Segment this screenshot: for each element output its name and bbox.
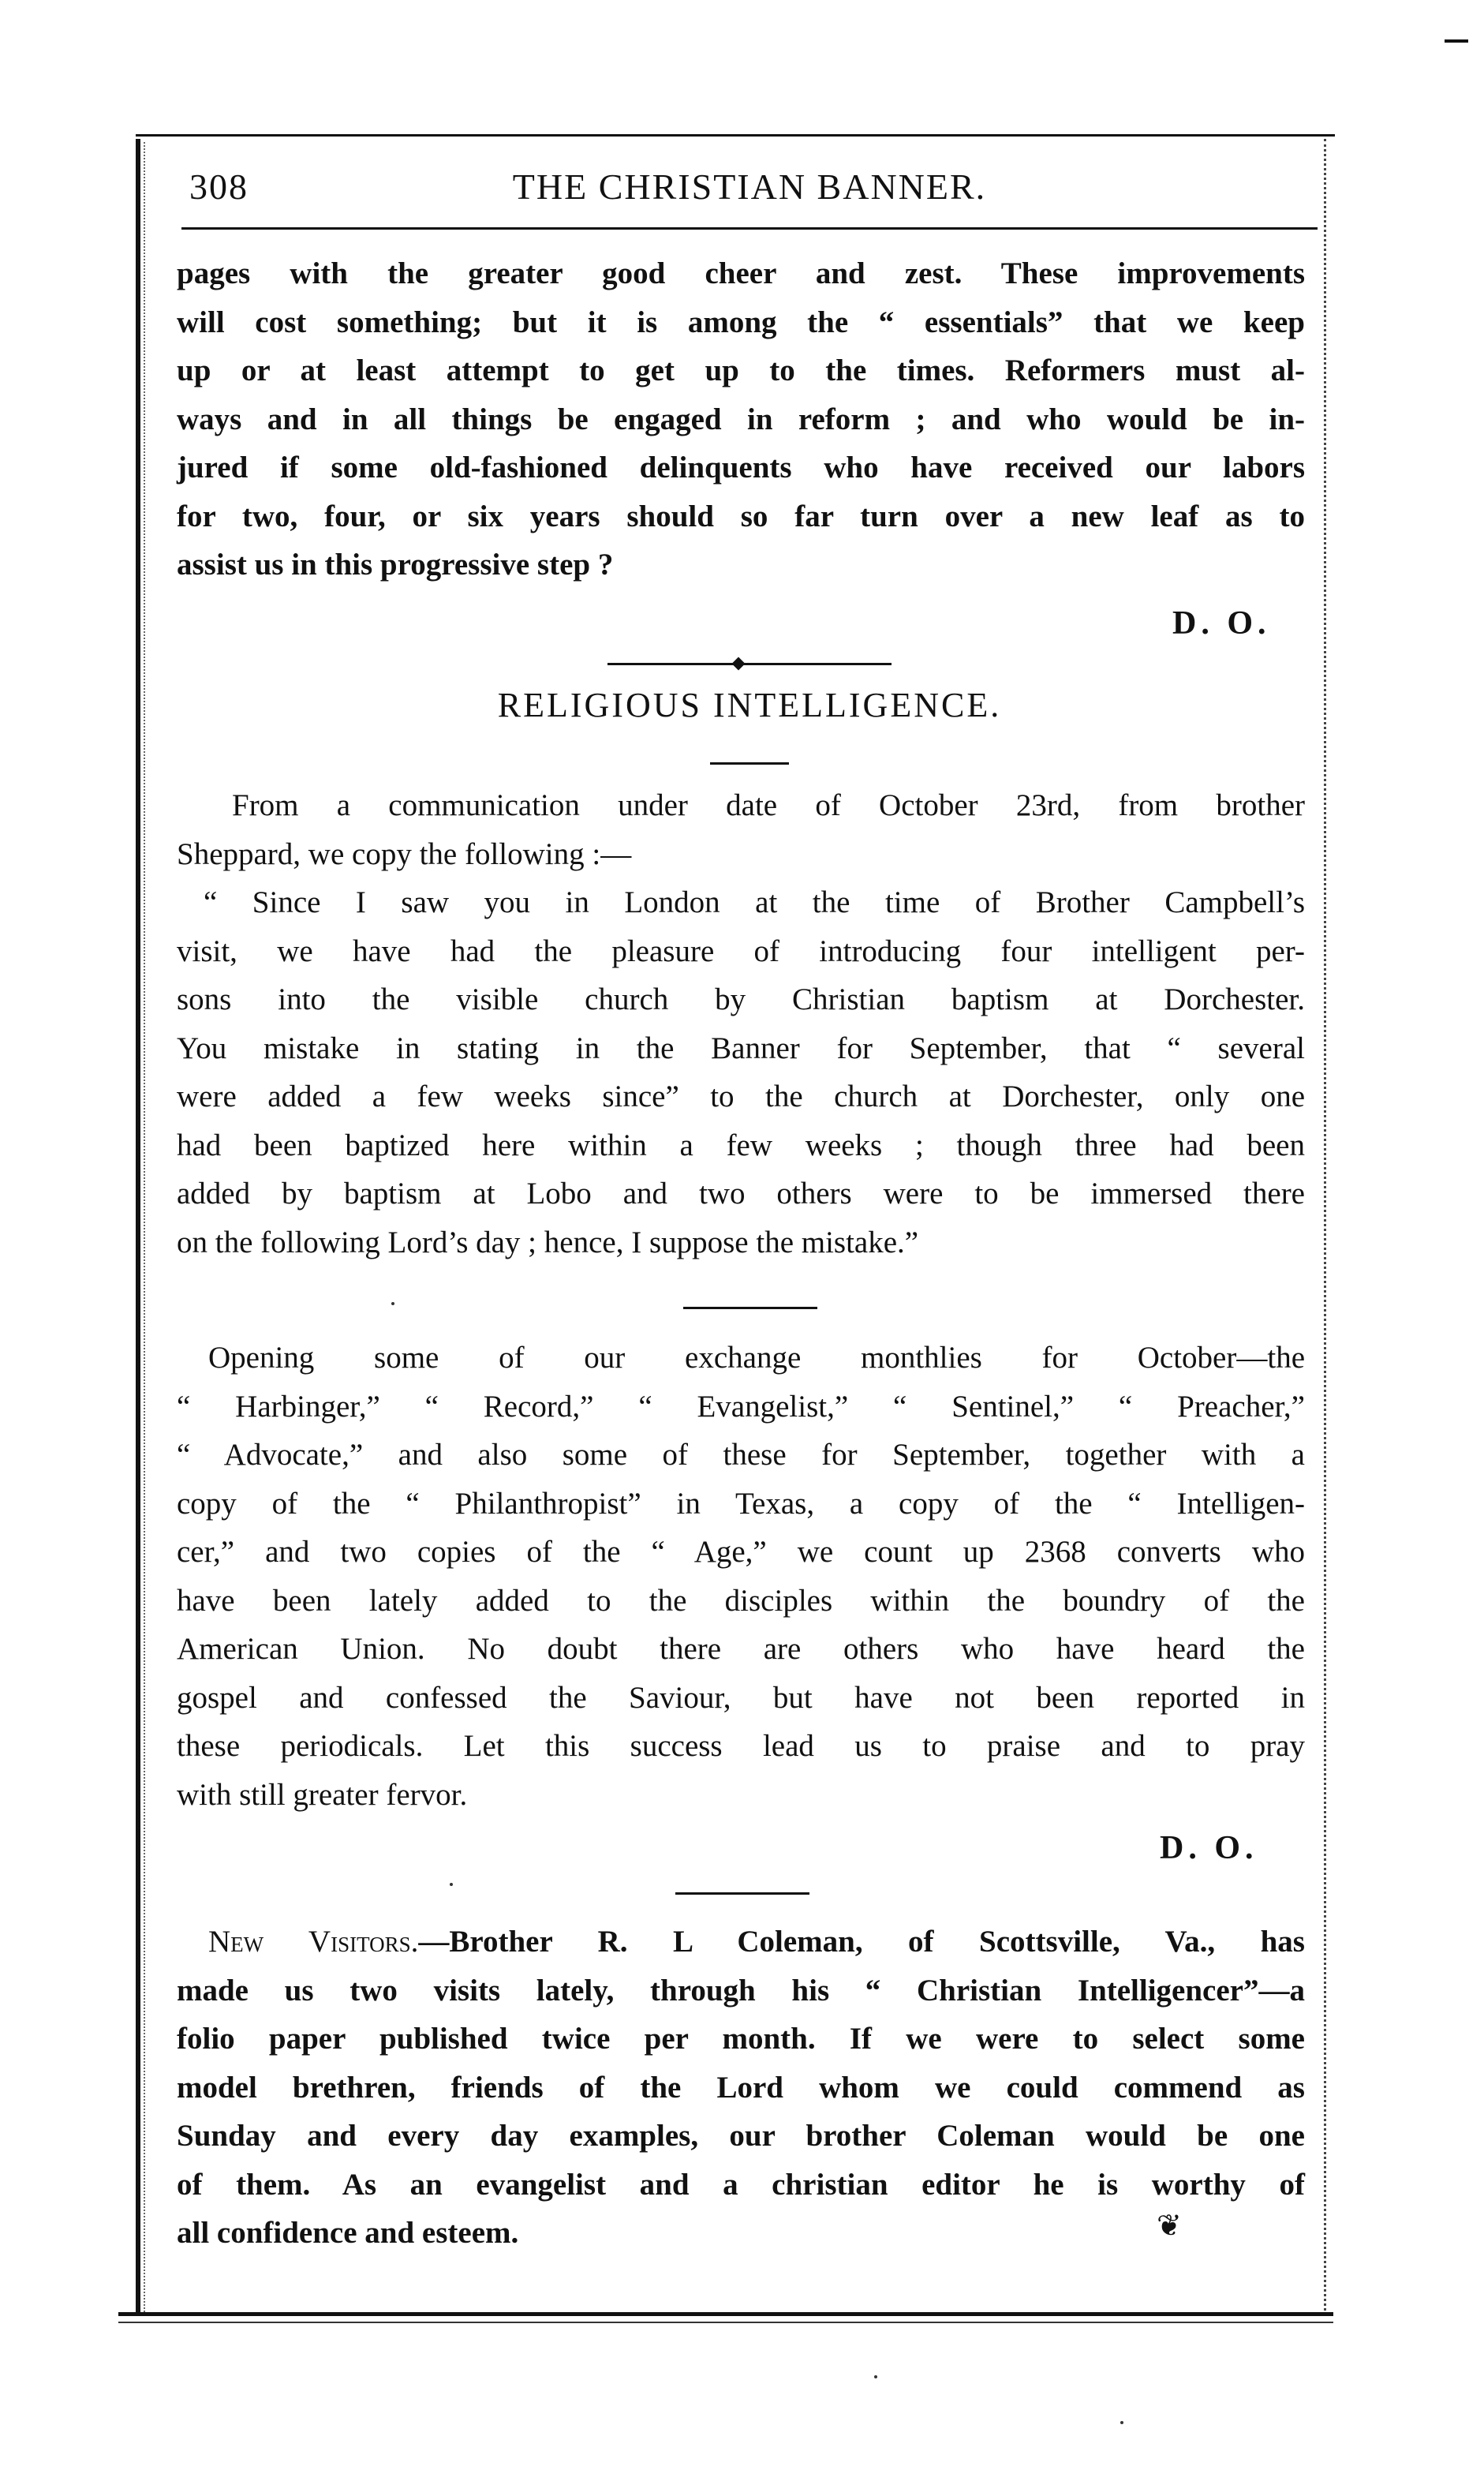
text-line: up or at least attempt to get up to the times. Reformers must al- (177, 354, 1305, 387)
text-line: gospel and confessed the Saviour, but have not been reported in (177, 1680, 1305, 1715)
text-line: Sheppard, we copy the following :— (177, 836, 632, 871)
text-line (177, 1918, 1305, 1966)
text-line: added by baptism at Lobo and two others were to be immersed there (177, 1177, 1305, 1211)
frame-bottom-rule (118, 2312, 1333, 2316)
text-line: cer,” and two copies of the “ Age,” we count up 2368 converts who (177, 1535, 1305, 1569)
running-head (181, 161, 1318, 216)
signature: D. O. (1160, 1830, 1258, 1866)
page-number: 308 (189, 167, 249, 207)
text-line: From a communication under date of October 23rd, from brother (232, 788, 1305, 822)
print-speck (874, 2375, 877, 2378)
text-line: will cost something; but it is among the “ essentials” that we keep (177, 305, 1305, 339)
text-line: visit, we have had the pleasure of introducing four intelligent per- (177, 934, 1305, 968)
section-divider (675, 1892, 809, 1895)
frame-top-rule (136, 134, 1335, 137)
header-rule (181, 227, 1318, 230)
new-visitors (177, 1918, 1305, 2258)
signature: D. O. (1172, 605, 1271, 642)
text-line: folio paper published twice per month. If we were to select some (177, 2022, 1305, 2056)
print-speck (1120, 2421, 1123, 2424)
journal-title: THE CHRISTIAN BANNER. (512, 167, 987, 207)
new-visitors-first-line: —Brother R. L Coleman, of Scottsville, Va., has (418, 1925, 1305, 1959)
section-divider (607, 663, 892, 665)
print-speck (450, 1883, 453, 1886)
text-line: these periodicals. Let this success lead us to praise and to pray (177, 1729, 1305, 1763)
section-heading: RELIGIOUS INTELLIGENCE. (497, 686, 1002, 724)
text-line: You mistake in stating in the Banner for September, that “ several (177, 1031, 1305, 1065)
heading-underline (710, 762, 789, 765)
fleuron-icon: ❦ (1157, 2208, 1182, 2243)
text-line: jured if some old-fashioned delinquents who have received our labors (177, 451, 1305, 485)
text-line: copy of the “ Philanthropist” in Texas, a copy of the “ Intelligen- (177, 1486, 1305, 1521)
text-line: sons into the visible church by Christian baptism at Dorchester. (177, 982, 1305, 1016)
new-visitors-lead: New Visitors. (208, 1925, 419, 1959)
text-line: “ Since I saw you in London at the time of Brother Campbell’s (204, 885, 1305, 919)
text-line: model brethren, friends of the Lord whom we could commend as (177, 2070, 1305, 2105)
text-line: had been baptized here within a few weeks ; though three had been (177, 1128, 1305, 1162)
page-corner-mark (1445, 39, 1468, 43)
section-divider (683, 1307, 817, 1309)
text-line: on the following Lord’s day ; hence, I suppose the mistake.” (177, 1225, 919, 1259)
text-line: made us two visits lately, through his “ Christian Intelligencer”—a (177, 1973, 1305, 2008)
text-line: all confidence and esteem. (177, 2216, 519, 2250)
text-line: for two, four, or six years should so far turn over a new leaf as to (177, 499, 1305, 533)
frame-inner-rule (144, 142, 145, 2312)
text-line: pages with the greater good cheer and zest. These improvements (177, 256, 1305, 290)
frame-bottom-rule-thin (118, 2322, 1333, 2323)
text-line: American Union. No doubt there are others who have heard the (177, 1632, 1305, 1666)
text-line: Opening some of our exchange monthlies for October—the (208, 1341, 1305, 1375)
text-line: ways and in all things be engaged in reform ; and who would be in- (177, 402, 1305, 436)
exchange-monthlies (177, 1334, 1305, 1819)
text-line: Sunday and every day examples, our brother Coleman would be one (177, 2119, 1305, 2153)
text-line: with still greater fervor. (177, 1777, 468, 1812)
text-line: “ Advocate,” and also some of these for September, together with a (177, 1438, 1305, 1472)
text-line: “ Harbinger,” “ Record,” “ Evangelist,” “ Sentinel,” “ Preacher,” (177, 1389, 1305, 1424)
text-line: assist us in this progressive step ? (177, 548, 614, 582)
religious-intelligence-intro (177, 781, 1305, 878)
text-line: were added a few weeks since” to the church at Dorchester, only one (177, 1080, 1305, 1113)
print-speck (391, 1302, 394, 1305)
intro-article (177, 249, 1305, 589)
text-line: have been lately added to the disciples within the boundry of the (177, 1583, 1305, 1618)
sheppard-quote (177, 878, 1305, 1267)
text-line: of them. As an evangelist and a christian editor he is worthy of (177, 2167, 1305, 2202)
